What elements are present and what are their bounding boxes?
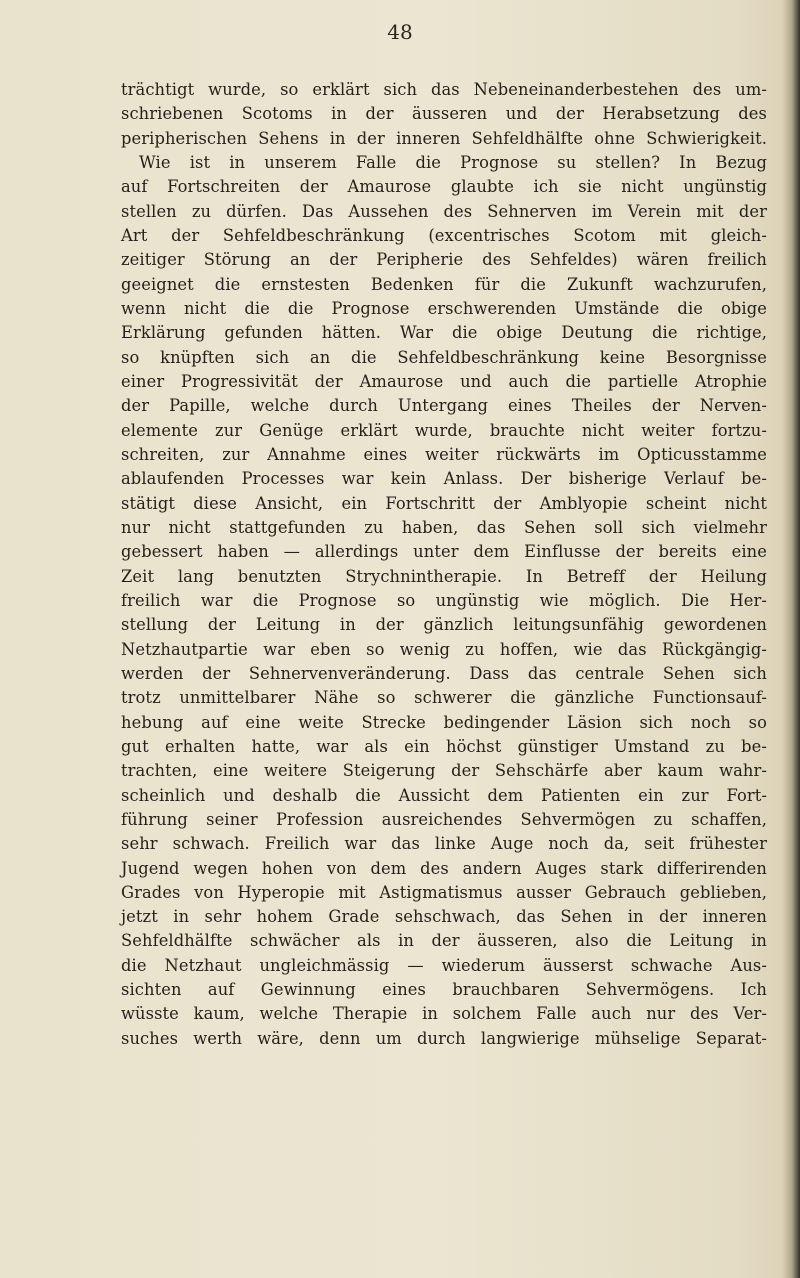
text-line: wüsste kaum, welche Therapie in solchem Falle auch nur des Ver- bbox=[121, 1004, 767, 1024]
text-line: ablaufenden Processes war kein Anlass. Der bisherige Verlauf be- bbox=[121, 469, 767, 489]
text-line: sehr schwach. Freilich war das linke Auge noch da, seit frühester bbox=[121, 834, 767, 854]
text-line: scheinlich und deshalb die Aussicht dem Patienten ein zur Fort- bbox=[121, 785, 767, 805]
text-line: Jugend wegen hohen von dem des andern Auges stark differirenden bbox=[121, 858, 767, 878]
text-line: Art der Sehfeldbeschränkung (excentrisches Scotom mit gleich- bbox=[121, 225, 767, 245]
text-line: einer Progressivität der Amaurose und auch die partielle Atrophie bbox=[121, 371, 767, 391]
text-line: werden der Sehnervenveränderung. Dass das centrale Sehen sich bbox=[121, 663, 767, 683]
text-line: führung seiner Profession ausreichendes Sehvermögen zu schaffen, bbox=[121, 809, 767, 829]
text-line: trachten, eine weitere Steigerung der Sehschärfe aber kaum wahr- bbox=[121, 761, 767, 781]
text-line: jetzt in sehr hohem Grade sehschwach, das Sehen in der inneren bbox=[121, 907, 767, 927]
text-line: auf Fortschreiten der Amaurose glaubte ich sie nicht ungünstig bbox=[121, 177, 767, 197]
text-line: gut erhalten hatte, war als ein höchst günstiger Umstand zu be- bbox=[121, 736, 767, 756]
text-line: nur nicht stattgefunden zu haben, das Sehen soll sich vielmehr bbox=[121, 517, 767, 537]
text-line: trotz unmittelbarer Nähe so schwerer die gänzliche Functionsauf- bbox=[121, 688, 767, 708]
text-line: der Papille, welche durch Untergang eines Theiles der Nerven- bbox=[121, 396, 767, 416]
text-line: Sehfeldhälfte schwächer als in der äusseren, also die Leitung in bbox=[121, 931, 767, 951]
text-line: trächtigt wurde, so erklärt sich das Nebeneinanderbestehen des um- bbox=[121, 80, 767, 99]
text-line: Zeit lang benutzten Strychnintherapie. In Betreff der Heilung bbox=[121, 566, 767, 586]
text-line: freilich war die Prognose so ungünstig wie möglich. Die Her- bbox=[121, 590, 767, 610]
text-line: stellung der Leitung in der gänzlich leitungsunfähig gewordenen bbox=[121, 615, 767, 635]
text-line: gebessert haben — allerdings unter dem Einflusse der bereits eine bbox=[121, 542, 767, 562]
text-line: so knüpften sich an die Sehfeldbeschränkung keine Besorgnisse bbox=[121, 347, 767, 367]
text-line: Grades von Hyperopie mit Astigmatismus ausser Gebrauch geblieben, bbox=[121, 882, 767, 902]
text-line: Wie ist in unserem Falle die Prognose su stellen? In Bezug bbox=[139, 152, 767, 172]
text-line: sichten auf Gewinnung eines brauchbaren Sehvermögens. Ich bbox=[121, 980, 767, 1000]
text-line: schriebenen Scotoms in der äusseren und der Herabsetzung des bbox=[121, 104, 767, 124]
text-line: stellen zu dürfen. Das Aussehen des Sehnerven im Verein mit der bbox=[121, 201, 767, 221]
text-line: Erklärung gefunden hätten. War die obige Deutung die richtige, bbox=[121, 323, 767, 343]
text-line: peripherischen Sehens in der inneren Sehfeldhälfte ohne Schwierigkeit. bbox=[121, 128, 767, 148]
text-line: hebung auf eine weite Strecke bedingender Läsion sich noch so bbox=[121, 712, 767, 732]
text-line: stätigt diese Ansicht, ein Fortschritt der Amblyopie scheint nicht bbox=[121, 493, 767, 513]
text-line: die Netzhaut ungleichmässig — wiederum äusserst schwache Aus- bbox=[121, 955, 767, 975]
body-text bbox=[121, 78, 767, 1051]
text-line: wenn nicht die die Prognose erschwerenden Umstände die obige bbox=[121, 298, 767, 318]
page-edge-shadow bbox=[782, 0, 800, 1278]
page-number: 48 bbox=[387, 20, 413, 44]
text-line: elemente zur Genüge erklärt wurde, brauchte nicht weiter fortzu- bbox=[121, 420, 767, 440]
text-line: Netzhautpartie war eben so wenig zu hoffen, wie das Rückgängig- bbox=[121, 639, 767, 659]
text-line: schreiten, zur Annahme eines weiter rückwärts im Opticusstamme bbox=[121, 444, 767, 464]
text-line: suches werth wäre, denn um durch langwierige mühselige Separat- bbox=[121, 1028, 767, 1048]
text-line: zeitiger Störung an der Peripherie des Sehfeldes) wären freilich bbox=[121, 250, 767, 270]
text-line: geeignet die ernstesten Bedenken für die Zukunft wachzurufen, bbox=[121, 274, 767, 294]
